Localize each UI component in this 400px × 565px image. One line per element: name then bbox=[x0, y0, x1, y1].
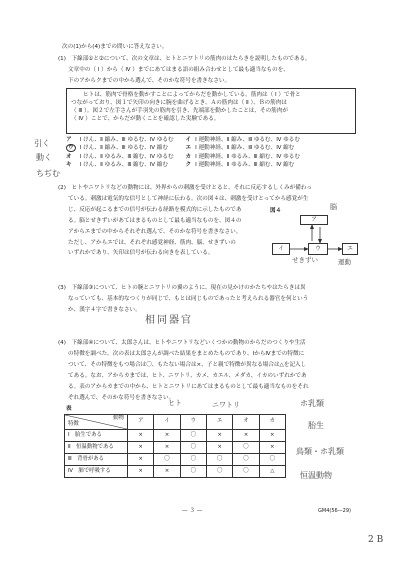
choice-text: Ⅰ 運動神経、Ⅱ ゆるみ、Ⅲ 縮む、Ⅳ 縮む bbox=[195, 162, 295, 169]
table-cell: 〇 bbox=[206, 466, 232, 478]
handwritten-note: せきずい bbox=[292, 256, 318, 264]
figure-label: 図４ bbox=[270, 208, 282, 214]
table-cell: × bbox=[154, 466, 180, 478]
handwritten-note: 運動 bbox=[338, 258, 351, 266]
choice-letter[interactable]: オ bbox=[66, 153, 72, 160]
q4-line: (4) 下線部④について、太郎さんは、ヒトやニワトリなどいくつかの動物のからだのつくりや生活 bbox=[58, 340, 306, 346]
table-cell: △ bbox=[259, 466, 285, 478]
handwritten-note: 恒温動物 bbox=[300, 471, 332, 480]
table-cell: × bbox=[128, 454, 154, 466]
q2-line: (2) ヒトやニワトリなどの動物には、外界からの刺激を受けとると、それに反応するしくみが備わっ bbox=[58, 185, 312, 191]
table-cell: × bbox=[154, 430, 180, 442]
q2-line: ている。刺激は電気的な信号として神経に伝わる。次の図４は、刺激を受けとってから感覚が生 bbox=[68, 195, 309, 202]
table-cell: × bbox=[206, 430, 232, 442]
q1-line1: (1) 下線部①と②について、次の文章は、ヒトとニワトリの筋肉のはたらきを説明したものである。 bbox=[58, 56, 311, 62]
choice-letter[interactable] bbox=[64, 144, 78, 152]
q4-text bbox=[58, 338, 309, 403]
header-feature: 特徴 bbox=[68, 421, 79, 428]
table-row bbox=[65, 454, 286, 466]
choice-text: Ⅰ けん、Ⅱ 縮み、Ⅲ ゆるむ、Ⅳ ゆるむ bbox=[79, 137, 174, 143]
table-cell: × bbox=[259, 430, 285, 442]
table-label: 表 bbox=[66, 406, 72, 412]
header-animal: 動物 bbox=[113, 415, 124, 421]
choice-letter[interactable]: キ bbox=[66, 162, 72, 169]
table-cell: 〇 bbox=[233, 454, 259, 466]
choice-row bbox=[64, 144, 302, 152]
choice-text: Ⅰ 運動神経、Ⅱ ゆるみ、Ⅲ 縮む、Ⅳ ゆるむ bbox=[195, 153, 300, 160]
node-u: ウ bbox=[308, 243, 328, 255]
handwritten-note: 脳 bbox=[330, 203, 337, 211]
q4-line: る。表のアからカまでの中から、ヒトとニワトリにあてはまるものとして最も適当なものをそれ bbox=[68, 383, 309, 390]
node-i: イ bbox=[272, 243, 290, 255]
q1-line3: 下のアからクまでの中から選んで、そのかな符号を書きなさい。 bbox=[68, 78, 231, 84]
table-cell: × bbox=[233, 430, 259, 442]
circled-answer: ウ bbox=[68, 145, 74, 152]
q1-line2: 文章中の（ Ⅰ ）から（ Ⅳ ）までにあてはまる語の組み合わせとして最も適当なものを、 bbox=[68, 67, 289, 73]
table-row bbox=[65, 430, 286, 442]
passage-line: （ Ⅳ ）ことで、からだが動くことを確認した実験である。 bbox=[71, 116, 220, 123]
table-cell: × bbox=[206, 442, 232, 454]
column-header: カ bbox=[259, 415, 285, 430]
q4-line: ついて、その特徴をもつ場合は〇、もたない場合は×、子と親で特徴が異なる場合は△を記入し bbox=[68, 361, 307, 368]
passage-line: つながっており、図１で矢印の向きに腕を曲げるとき、Ａの筋肉は（ Ⅱ ）、Ｂの筋肉は bbox=[71, 100, 287, 107]
table-cell: × bbox=[128, 466, 154, 478]
row-label: Ⅳ 肺で呼吸する bbox=[65, 466, 128, 478]
table-cell: 〇 bbox=[180, 454, 206, 466]
handwritten-note: ホ乳類 bbox=[300, 399, 324, 408]
q2-line: ただし、アからエでは、それぞれ感覚神経、筋肉、脳、せきずいの bbox=[68, 239, 236, 246]
margin-note: 引く bbox=[34, 139, 50, 148]
choice-letter[interactable]: エ bbox=[185, 145, 192, 152]
q2-line: いずれかであり、矢印は信号が伝わる向きを表している。 bbox=[68, 250, 214, 257]
q2-line: アからエまでの中からそれぞれ選んで、そのかな符号を書きなさい。 bbox=[68, 228, 242, 235]
q1-choices bbox=[64, 136, 302, 170]
choice-row bbox=[64, 136, 302, 144]
column-header: ア bbox=[128, 415, 154, 430]
choice-letter[interactable]: イ bbox=[185, 137, 192, 143]
q1-passage-box bbox=[66, 88, 356, 134]
table-cell: 〇 bbox=[180, 442, 206, 454]
handwritten-note: ヒト bbox=[168, 399, 182, 407]
margin-note: ちぢむ bbox=[36, 169, 60, 178]
row-label: Ⅱ 恒温動物である bbox=[65, 442, 128, 454]
q2-line: じ、反応が起こるまでの信号が伝わる経路を模式的に示したものであ bbox=[68, 206, 242, 213]
table-row bbox=[65, 442, 286, 454]
exam-code: GM4(56—29) bbox=[318, 508, 351, 514]
table-cell: × bbox=[154, 442, 180, 454]
intro-text: 次の(1)から(4)までの問いに答えなさい。 bbox=[62, 44, 168, 50]
table-row bbox=[65, 466, 286, 478]
table-cell: 〇 bbox=[180, 430, 206, 442]
header-corner bbox=[65, 415, 128, 430]
choice-letter[interactable]: ア bbox=[66, 137, 72, 143]
q4-line: てある。なお、アからカまでは、ヒト、ニワトリ、カメ、カエル、メダカ、イカのいずれかであ bbox=[68, 372, 307, 379]
handwritten-note: 胎生 bbox=[308, 421, 324, 430]
q3-line: (3) 下線部③について、ヒトの腕とニワトリの翼のように、現在の見かけのかたちやはたらきは異 bbox=[58, 285, 306, 291]
q3-line: なっていても、基本的なつくりが同じで、もとは同じものであったと考えられる器官を何という bbox=[68, 295, 309, 302]
choice-text: Ⅰ けん、Ⅱ ゆるみ、Ⅲ 縮む、Ⅳ 縮む bbox=[79, 162, 168, 169]
q3-text bbox=[58, 283, 308, 316]
choice-text: Ⅰ けん、Ⅱ 縮み、Ⅲ ゆるむ、Ⅳ 縮む bbox=[79, 145, 168, 152]
margin-note: 動く bbox=[36, 153, 52, 162]
row-label: Ⅰ 胎生である bbox=[65, 430, 128, 442]
corner-mark: 2 B bbox=[368, 535, 384, 545]
choice-letter[interactable]: ク bbox=[185, 162, 192, 169]
passage-line: （ Ⅲ ）。図２で左手さんが手羽先の筋肉を引き、先端部を動かしたことは、その筋肉が bbox=[71, 108, 288, 115]
q4-line: ぞれ選んで、そのかな符号を書きなさい。 bbox=[68, 394, 175, 401]
choice-text: Ⅰ けん、Ⅱ ゆるみ、Ⅲ 縮む、Ⅳ ゆるむ bbox=[79, 153, 174, 160]
table-cell: 〇 bbox=[233, 442, 259, 454]
page-number: — ３ — bbox=[182, 508, 203, 514]
table-cell: × bbox=[259, 442, 285, 454]
handwritten-answer: 相同器官 bbox=[145, 315, 193, 326]
q2-line: る。脳とせきずいがあてはまるものとして最も適当なものを、図４の bbox=[68, 217, 242, 224]
choice-letter[interactable]: カ bbox=[185, 153, 192, 160]
column-header: オ bbox=[233, 415, 259, 430]
column-header: ウ bbox=[180, 415, 206, 430]
q4-line: の特徴を調べた。次の表は太郎さんが調べた結果をまとめたものであり、ⅠからⅣまでの特徴に bbox=[68, 350, 305, 357]
node-a: ア bbox=[300, 215, 328, 225]
row-label: Ⅲ 背骨がある bbox=[65, 454, 128, 466]
choice-row bbox=[64, 153, 302, 161]
node-e: エ bbox=[342, 243, 358, 255]
column-header: イ bbox=[154, 415, 180, 430]
choice-text: Ⅰ 運動神経、Ⅱ 縮み、Ⅲ ゆるむ、Ⅳ 縮む bbox=[195, 145, 295, 152]
table-cell: × bbox=[128, 442, 154, 454]
table-cell: 〇 bbox=[259, 454, 285, 466]
choice-text: Ⅰ 運動神経、Ⅱ 縮み、Ⅲ ゆるむ、Ⅳ ゆるむ bbox=[195, 137, 300, 143]
animal-table bbox=[64, 414, 286, 478]
table-header-row bbox=[65, 415, 286, 430]
table-cell: 〇 bbox=[154, 454, 180, 466]
table-cell: 〇 bbox=[206, 454, 232, 466]
table-cell: 〇 bbox=[180, 466, 206, 478]
passage-line: ヒトは、筋肉で骨格を動かすことによってからだを動かしている。筋肉は（ Ⅰ ）で骨と bbox=[83, 92, 301, 98]
column-header: エ bbox=[206, 415, 232, 430]
handwritten-note: ニワトリ bbox=[212, 401, 240, 409]
q3-line: か、漢字４字で書きなさい。 bbox=[68, 306, 141, 313]
choice-row bbox=[64, 161, 302, 169]
handwritten-note: 鳥類・ホ乳類 bbox=[296, 447, 344, 456]
table-cell: 〇 bbox=[233, 466, 259, 478]
table-cell: × bbox=[128, 430, 154, 442]
